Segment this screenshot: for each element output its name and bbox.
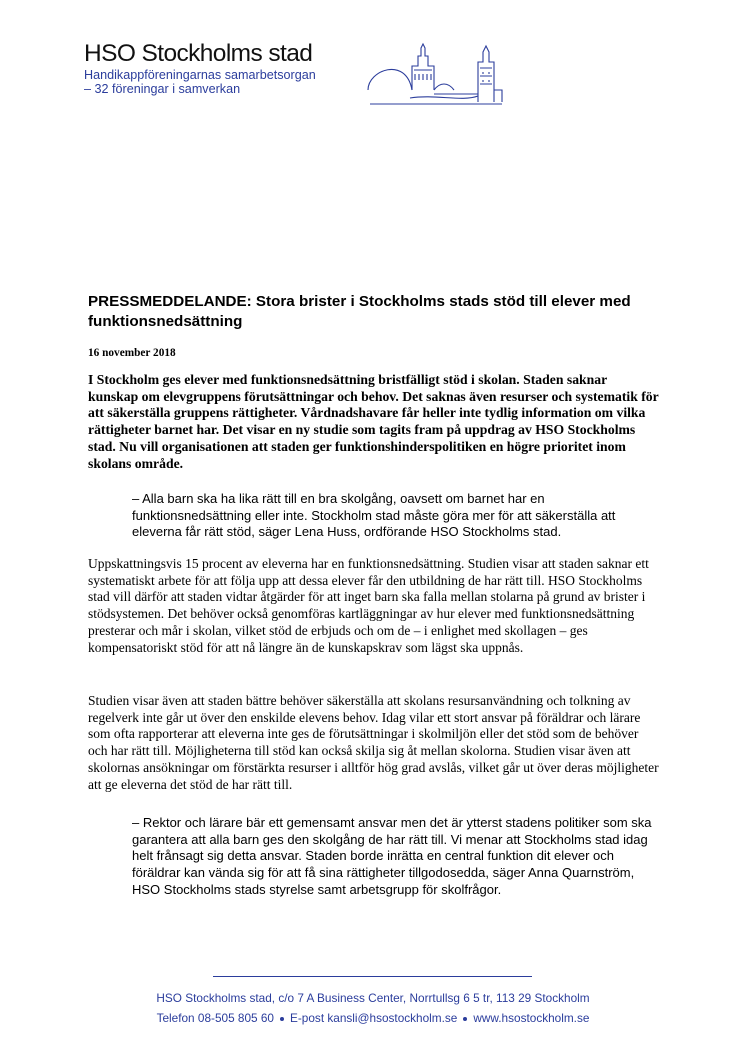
organization-name: HSO Stockholms stad (84, 40, 313, 67)
body-paragraph-1: Uppskattningsvis 15 procent av eleverna har en funktionsnedsättning. Studien visar att staden saknar ett systematiskt arbete för att följa upp att dessa elever får den utbildning de har rätt till. HSO Stockholms stad vill därför att staden vidtar åtgärder för att inget barn ska falla mellan stolarna på grund av brister i stödsystemen. Det behöver också genomföras kartläggningar av hur elever med funktionsnedsättning presterar och mår i skolan, vilket stöd de erbjuds och om de – i enlighet med skollagen – ges kompensatoriskt stöd för att nå längre än de kunskapskrav som lägst ska uppnås. (88, 556, 649, 655)
footer-divider (213, 976, 532, 977)
lead-paragraph: I Stockholm ges elever med funktionsnedsättning bristfälligt stöd i skolan. Staden saknar kunskap om elevgruppens förutsättningar och behov. Det saknas även resurser och systematik för att säkerställa gruppens rättigheter. Vårdnadshavare får heller inte tydlig information om vilka rättigheter barnet har. Det visar en ny studie som tagits fram på uppdrag av HSO Stockholms stad. Nu vill organisationen att staden ger funktionshinderspolitiken en högre prioritet inom skolans område. (88, 372, 659, 471)
organization-subtitle-line1: Handikappföreningarnas samarbetsorgan (84, 68, 316, 82)
quote-lena-huss: – Alla barn ska ha lika rätt till en bra skolgång, oavsett om barnet har en funktionsnedsättning eller inte. Stockholm stad måste göra mer för att säkerställa att eleverna får rätt stöd, säger Lena Huss, ordförande HSO Stockholms stad. (132, 491, 616, 540)
footer-phone: Telefon 08-505 805 60 (156, 1011, 274, 1025)
bullet-separator (280, 1017, 284, 1021)
footer-contact (0, 1010, 746, 1026)
bullet-separator (463, 1017, 467, 1021)
footer-address: HSO Stockholms stad, c/o 7 A Business Center, Norrtullsg 6 5 tr, 113 29 Stockholm (156, 991, 590, 1005)
organization-subtitle-line2: – 32 föreningar i samverkan (84, 82, 241, 96)
press-release-title: PRESSMEDDELANDE: Stora brister i Stockholms stads stöd till elever med funktionsnedsättning (88, 293, 631, 330)
release-date: 16 november 2018 (88, 347, 176, 359)
footer-email[interactable]: E-post kansli@hsostockholm.se (290, 1011, 458, 1025)
footer-website[interactable]: www.hsostockholm.se (473, 1011, 590, 1025)
stockholm-skyline-logo (366, 42, 508, 106)
letterhead (84, 40, 316, 96)
body-paragraph-2: Studien visar även att staden bättre behöver säkerställa att skolans resursanvändning och tolkning av regelverk inte går ut över den enskilde elevens behov. Idag vilar ett stort ansvar på föräldrar och lärare som ofta rapporterar att eleverna inte ges de förutsättningar i skolmiljön eller det stöd som de behöver och har rätt till. Möjligheterna till stöd kan också skilja sig åt mellan skolorna. Studien visar även att skolornas ansökningar om förstärkta resurser i alltför hög grad avslås, vilket går ut över deras möjligheter att ge eleverna det stöd de har rätt till. (88, 693, 659, 792)
quote-anna-quarnstrom: – Rektor och lärare bär ett gemensamt ansvar men det är ytterst stadens politiker som ska garantera att alla barn ges den skolgång de har rätt till. Vi menar att Stockholms stad idag helt frånsagt sig detta ansvar. Staden borde inrätta en central funktion dit elever och föräldrar kan vända sig för att få sina rättigheter tillgodosedda, säger Anna Quarnström, HSO Stockholms stads styrelse samt arbetsgrupp för skolfrågor. (132, 815, 652, 897)
